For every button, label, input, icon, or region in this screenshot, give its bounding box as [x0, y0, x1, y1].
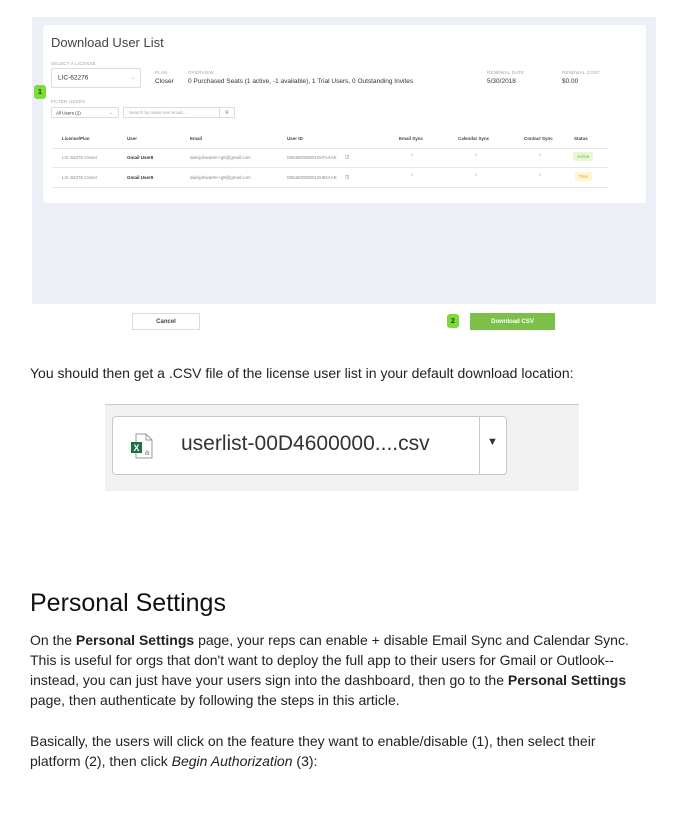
table-cell-email: dainijohwarter+g8@gmail.com	[190, 155, 251, 160]
table-cell-user: Gmail User9	[127, 175, 154, 180]
status-badge: Active	[573, 152, 593, 161]
step-marker-1: 1	[34, 85, 46, 99]
table-divider	[52, 167, 608, 168]
download-filename[interactable]: userlist-00D4600000....csv	[181, 432, 430, 455]
table-divider	[52, 187, 608, 188]
italic-text: Begin Authorization	[171, 753, 293, 769]
renewal-date-label: RENEWAL DATE	[487, 70, 525, 75]
calendar-sync-off-icon: ×	[474, 153, 478, 159]
col-status[interactable]: Status	[574, 136, 588, 141]
table-cell-email: dainijohwarter+g9@gmail.com	[190, 175, 251, 180]
step-marker-2: 2	[447, 314, 459, 328]
select-license-label: SELECT A LICENSE	[51, 61, 96, 66]
plan-value: Closer	[155, 78, 174, 85]
renewal-cost-label: RENEWAL COST	[562, 70, 601, 75]
contact-sync-off-icon: ×	[538, 173, 542, 179]
search-input[interactable]	[123, 107, 235, 118]
divider	[479, 417, 480, 474]
license-select-value: LIC-62276	[58, 74, 89, 82]
excel-file-icon	[131, 433, 153, 459]
table-cell-license: LIC-62276 Closer	[62, 155, 98, 160]
paragraph-csv-note: You should then get a .CSV file of the license user list in your default download location:	[30, 365, 574, 381]
dialog-title: Download User List	[51, 35, 164, 50]
svg-text:X: X	[133, 443, 140, 453]
paragraph-personal-settings: On the Personal Settings page, your reps can enable + disable Email Sync and Calendar Sync. This is useful for orgs that don't want to deploy the full app to their users for Gmail or Outlook--instead, you can just have your users sign into the dashboard, then go to the Personal Settings page, then authenticate by following the steps in this article.	[30, 632, 629, 708]
col-email-sync[interactable]: Email Sync	[399, 136, 424, 141]
copy-icon[interactable]: ◫	[345, 154, 350, 159]
download-csv-button[interactable]: Download CSV	[470, 313, 555, 330]
renewal-cost-value: $0.00	[562, 78, 579, 85]
caret-down-icon[interactable]: ▼	[487, 436, 498, 448]
cancel-button[interactable]: Cancel	[132, 313, 200, 330]
filter-users-label: FILTER USERS	[51, 99, 86, 104]
col-contact-sync[interactable]: Contact Sync	[524, 136, 553, 141]
section-heading: Personal Settings	[30, 589, 226, 617]
license-select[interactable]	[51, 68, 141, 88]
bold-text: Personal Settings	[507, 672, 627, 688]
table-divider	[52, 148, 608, 149]
email-sync-off-icon: ×	[410, 153, 414, 159]
paragraph-basically: Basically, the users will click on the feature they want to enable/disable (1), then select their platform (2), then click Begin Authorization (3):	[30, 733, 596, 769]
overview-value: 0 Purchased Seats (1 active, -1 available), 1 Trial Users, 0 Outstanding Invites	[188, 78, 414, 85]
chevron-down-icon: ⌄	[130, 75, 135, 81]
filter-users-select[interactable]	[51, 107, 119, 118]
table-cell-license: LIC-62276 Closer	[62, 175, 98, 180]
col-user[interactable]: User	[127, 136, 138, 141]
overview-label: OVERVIEW	[188, 70, 214, 75]
col-calendar-sync[interactable]: Calendar Sync	[458, 136, 490, 141]
calendar-sync-off-icon: ×	[474, 173, 478, 179]
bold-text: Personal Settings	[75, 632, 195, 648]
plan-label: PLAN	[155, 70, 168, 75]
contact-sync-off-icon: ×	[538, 153, 542, 159]
table-cell-user-id: 0054600000010H7vAAE	[287, 155, 337, 160]
chevron-down-icon: ⌄	[108, 109, 113, 116]
col-license-plan[interactable]: License/Plan	[62, 136, 90, 141]
email-sync-off-icon: ×	[410, 173, 414, 179]
table-cell-user: Gmail User8	[127, 155, 154, 160]
renewal-date-value: 5/30/2018	[487, 78, 516, 85]
search-icon[interactable]: ⚲	[219, 108, 234, 117]
copy-icon[interactable]: ◫	[345, 174, 350, 179]
table-cell-user-id: 0054600000010H82AAE	[287, 175, 337, 180]
status-badge: Trial	[575, 172, 592, 181]
search-placeholder: Search by name and email...	[129, 110, 187, 115]
filter-users-value: All Users (2)	[56, 110, 81, 115]
download-item[interactable]	[112, 416, 507, 475]
col-email[interactable]: Email	[190, 136, 203, 141]
svg-text:a: a	[144, 448, 150, 457]
col-user-id[interactable]: User ID	[287, 136, 303, 141]
